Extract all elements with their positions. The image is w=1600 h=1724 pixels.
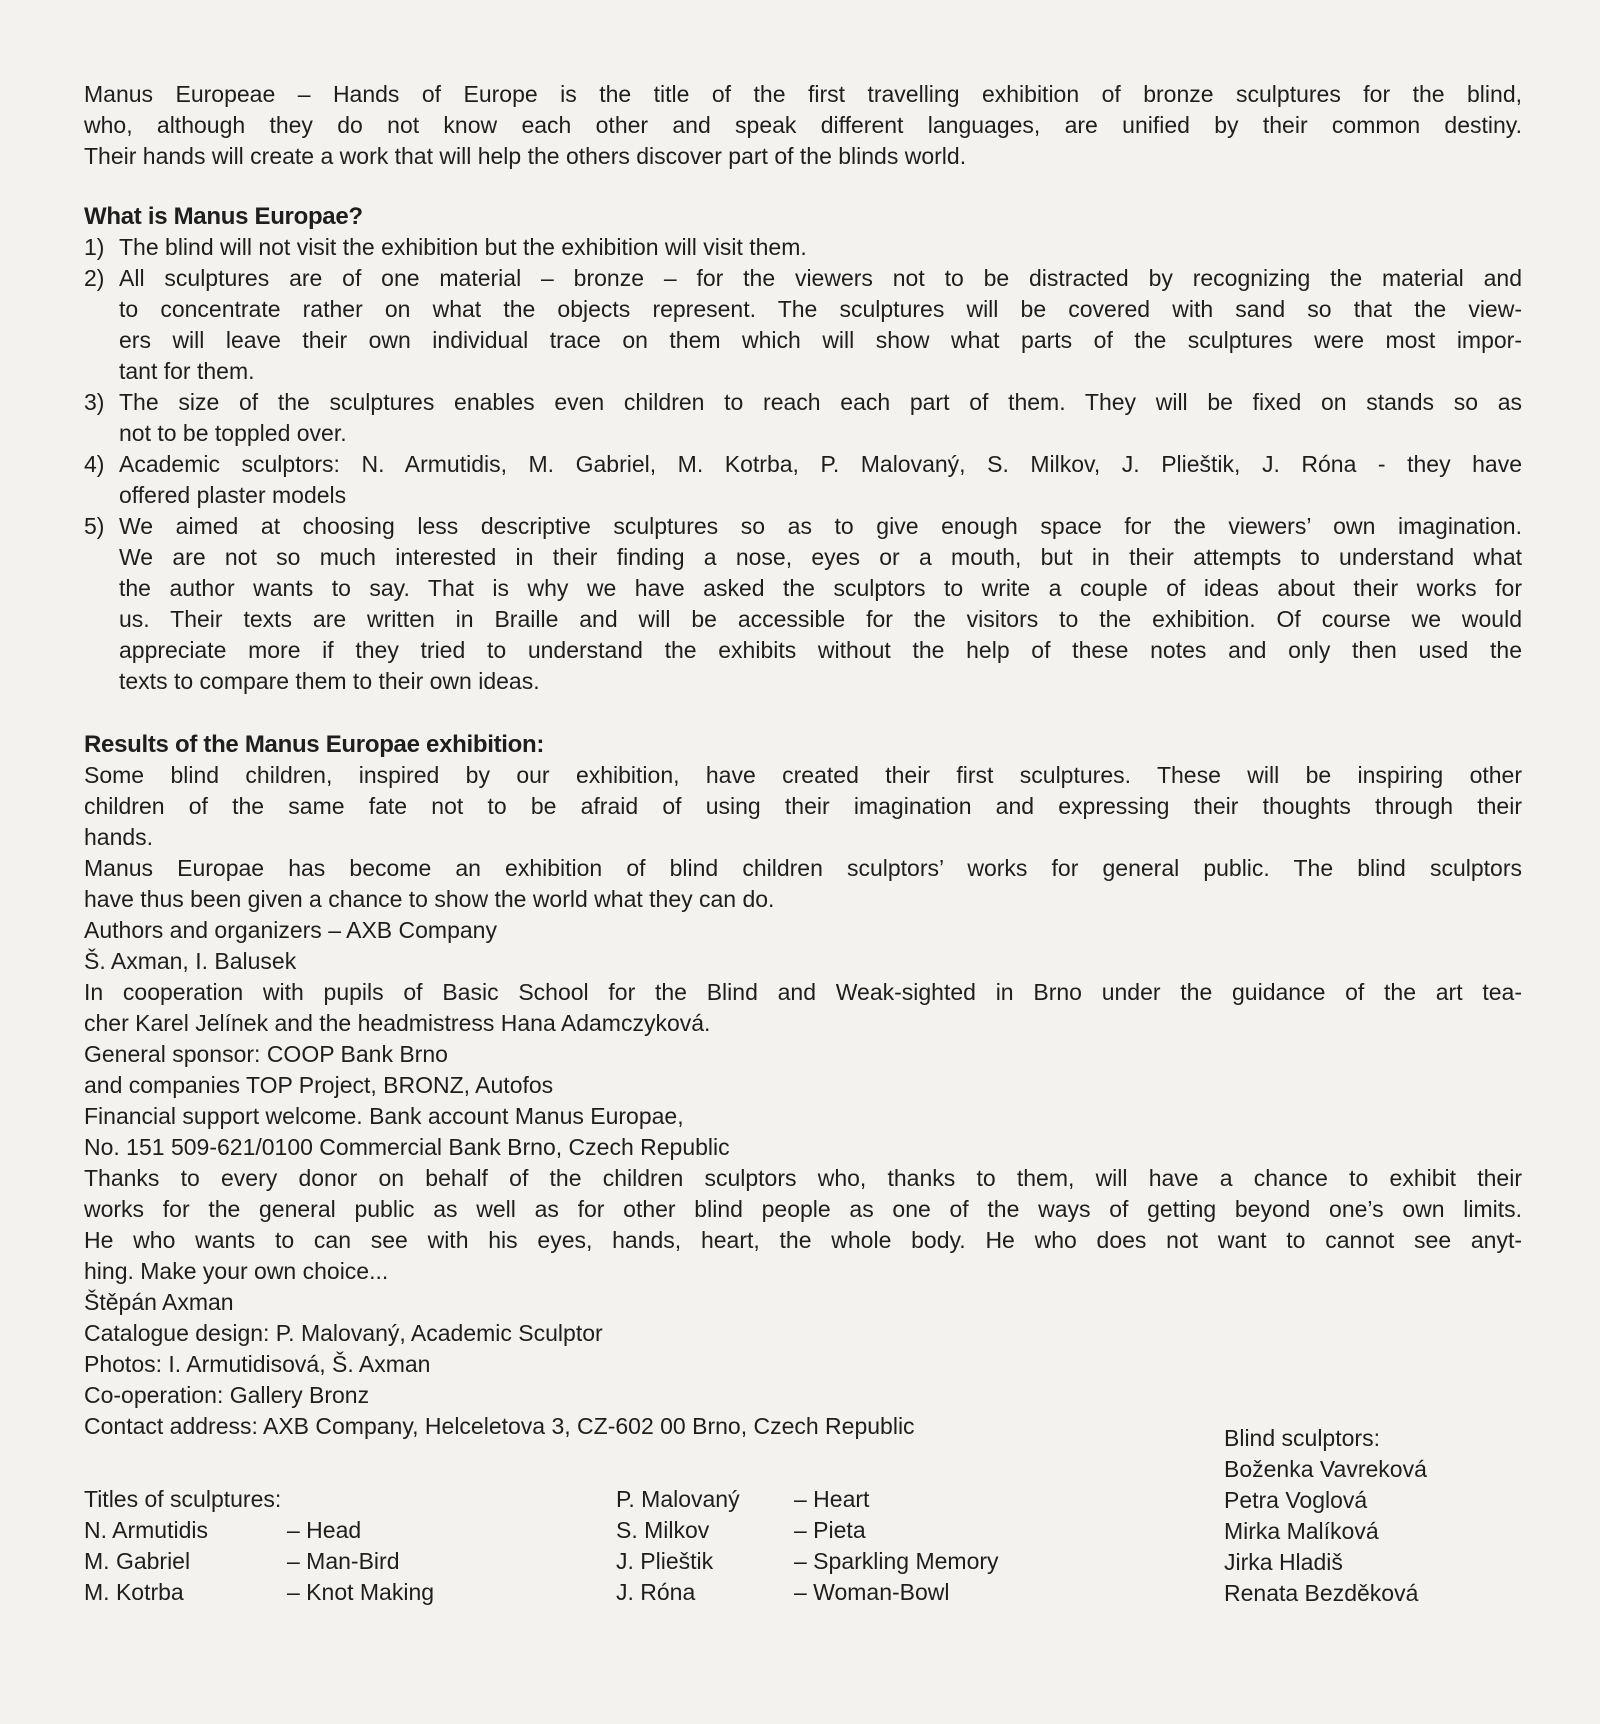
list-item: [84, 232, 1522, 263]
item-number: 4): [84, 451, 105, 477]
sculptor-name: N. Armutidis: [84, 1517, 208, 1543]
paragraph: [84, 1349, 1522, 1380]
text-line: to concentrate rather on what the objects represent. The sculptures will be covered with sand so that the view-: [119, 296, 1522, 322]
text-line: Financial support welcome. Bank account Manus Europae,: [84, 1103, 684, 1129]
text-line: Contact address: AXB Company, Helceletova 3, CZ-602 00 Brno, Czech Republic: [84, 1413, 915, 1439]
text-line: tant for them.: [119, 358, 255, 384]
list-item: [84, 263, 1522, 387]
what-heading: What is Manus Europae?: [84, 203, 363, 230]
sculpture-row: [616, 1577, 1116, 1608]
text-line: The size of the sculptures enables even children to reach each part of them. They will be fixed on stands so as: [119, 389, 1522, 415]
text-line: We are not so much interested in their finding a nose, eyes or a mouth, but in their attempts to understand what: [119, 544, 1522, 570]
sculpture-row: [84, 1546, 534, 1577]
text-line: Štěpán Axman: [84, 1289, 234, 1315]
intro-paragraph: [84, 79, 1522, 172]
text-line: who, although they do not know each other and speak different languages, are unified by their common destiny.: [84, 112, 1522, 138]
text-line: have thus been given a chance to show the world what they can do.: [84, 886, 775, 912]
text-line: Academic sculptors: N. Armutidis, M. Gabriel, M. Kotrba, P. Malovaný, S. Milkov, J. Plieštik, J. Róna - they have: [119, 451, 1522, 477]
paragraph: [84, 1318, 1522, 1349]
sculptor-name: P. Malovaný: [616, 1486, 740, 1512]
results-section: [84, 729, 1522, 1442]
titles-col1: [84, 1484, 534, 1608]
sculpture-title: – Sparkling Memory: [794, 1548, 999, 1574]
item-number: 5): [84, 513, 105, 539]
text-line: Authors and organizers – AXB Company: [84, 917, 497, 943]
paragraph: [84, 853, 1522, 915]
list-item: [84, 511, 1522, 697]
text-line: appreciate more if they tried to understand the exhibits without the help of these notes and only then used the: [119, 637, 1522, 663]
sculpture-title: – Head: [287, 1517, 362, 1543]
text-line: Some blind children, inspired by our exhibition, have created their first sculptures. These will be inspiring other: [84, 762, 1522, 788]
sculpture-title: – Heart: [794, 1486, 870, 1512]
what-section: [84, 201, 1522, 697]
sculpture-title: – Man-Bird: [287, 1548, 400, 1574]
text-line: In cooperation with pupils of Basic School for the Blind and Weak-sighted in Brno under the guidance of the art tea-: [84, 979, 1522, 1005]
sculpture-row: [84, 1577, 534, 1608]
blind-sculptor-name: Renata Bezděková: [1224, 1580, 1419, 1606]
sculpture-title: – Woman-Bowl: [794, 1579, 950, 1605]
item-number: 3): [84, 389, 105, 415]
results-heading: Results of the Manus Europae exhibition:: [84, 731, 545, 758]
blind-sculptor-name: Boženka Vavreková: [1224, 1456, 1427, 1482]
text-line: texts to compare them to their own ideas.: [119, 668, 540, 694]
paragraph: [84, 1163, 1522, 1287]
text-line: not to be toppled over.: [119, 420, 347, 446]
text-line: Photos: I. Armutidisová, Š. Axman: [84, 1351, 431, 1377]
paragraph: [84, 915, 1522, 946]
item-number: 1): [84, 234, 105, 260]
text-line: children of the same fate not to be afraid of using their imagination and expressing their thoughts through their: [84, 793, 1522, 819]
paragraph: [84, 1070, 1522, 1101]
blind-sculptor-name: Mirka Malíková: [1224, 1518, 1379, 1544]
paragraph: [84, 1380, 1522, 1411]
sculpture-row: [616, 1515, 1116, 1546]
text-line: cher Karel Jelínek and the headmistress Hana Adamczyková.: [84, 1010, 711, 1036]
text-line: the author wants to say. That is why we have asked the sculptors to write a couple of ideas about their works for: [119, 575, 1522, 601]
text-line: us. Their texts are written in Braille and will be accessible for the visitors to the exhibition. Of course we would: [119, 606, 1522, 632]
sculpture-row: [616, 1546, 1116, 1577]
text-line: General sponsor: COOP Bank Brno: [84, 1041, 448, 1067]
text-line: All sculptures are of one material – bronze – for the viewers not to be distracted by recognizing the material and: [119, 265, 1522, 291]
sculpture-row: [616, 1484, 1116, 1515]
paragraph: [84, 1039, 1522, 1070]
sculptor-name: S. Milkov: [616, 1517, 710, 1543]
text-line: Thanks to every donor on behalf of the children sculptors who, thanks to them, will have a chance to exhibit their: [84, 1165, 1522, 1191]
sculpture-title: – Knot Making: [287, 1579, 435, 1605]
text-line: Manus Europeae – Hands of Europe is the title of the first travelling exhibition of bronze sculptures for the blind,: [84, 81, 1522, 107]
text-line: Manus Europae has become an exhibition of blind children sculptors’ works for general public. The blind sculptors: [84, 855, 1522, 881]
item-number: 2): [84, 265, 105, 291]
text-line: No. 151 509-621/0100 Commercial Bank Brno, Czech Republic: [84, 1134, 730, 1160]
sculptor-name: J. Róna: [616, 1579, 696, 1605]
text-line: Their hands will create a work that will help the others discover part of the blinds world.: [84, 143, 967, 169]
sculptor-name: M. Kotrba: [84, 1579, 184, 1605]
what-list: [84, 232, 1522, 697]
text-line: ers will leave their own individual trace on them which will show what parts of the sculptures were most impor-: [119, 327, 1522, 353]
blind-sculptors-heading: Blind sculptors:: [1224, 1425, 1380, 1451]
paragraph: [84, 760, 1522, 853]
sculptor-name: J. Plieštik: [616, 1548, 714, 1574]
paragraph: [84, 946, 1522, 977]
sculpture-title: – Pieta: [794, 1517, 866, 1543]
text-line: The blind will not visit the exhibition but the exhibition will visit them.: [119, 234, 807, 260]
text-line: He who wants to can see with his eyes, hands, heart, the whole body. He who does not want to cannot see anyt-: [84, 1227, 1522, 1253]
sculpture-row: [84, 1515, 534, 1546]
blind-sculptor-name: Jirka Hladiš: [1224, 1549, 1343, 1575]
blind-sculptors: [1224, 1423, 1584, 1609]
text-line: works for the general public as well as for other blind people as one of the ways of getting beyond one’s own limits.: [84, 1196, 1522, 1222]
titles-col2: [616, 1484, 1116, 1608]
text-line: hands.: [84, 824, 154, 850]
results-body: [84, 760, 1522, 1442]
list-item: [84, 449, 1522, 511]
titles-heading: Titles of sculptures:: [84, 1486, 282, 1512]
paragraph: [84, 1287, 1522, 1318]
paragraph: [84, 977, 1522, 1039]
list-item: [84, 387, 1522, 449]
text-line: offered plaster models: [119, 482, 347, 508]
blind-sculptor-name: Petra Voglová: [1224, 1487, 1368, 1513]
sculptor-name: M. Gabriel: [84, 1548, 191, 1574]
text-line: Catalogue design: P. Malovaný, Academic Sculptor: [84, 1320, 603, 1346]
paragraph: [84, 1132, 1522, 1163]
text-line: and companies TOP Project, BRONZ, Autofos: [84, 1072, 554, 1098]
text-line: hing. Make your own choice...: [84, 1258, 389, 1284]
text-line: Š. Axman, I. Balusek: [84, 948, 297, 974]
text-line: We aimed at choosing less descriptive sculptures so as to give enough space for the viewers’ own imagination.: [119, 513, 1522, 539]
text-line: Co-operation: Gallery Bronz: [84, 1382, 370, 1408]
paragraph: [84, 1101, 1522, 1132]
